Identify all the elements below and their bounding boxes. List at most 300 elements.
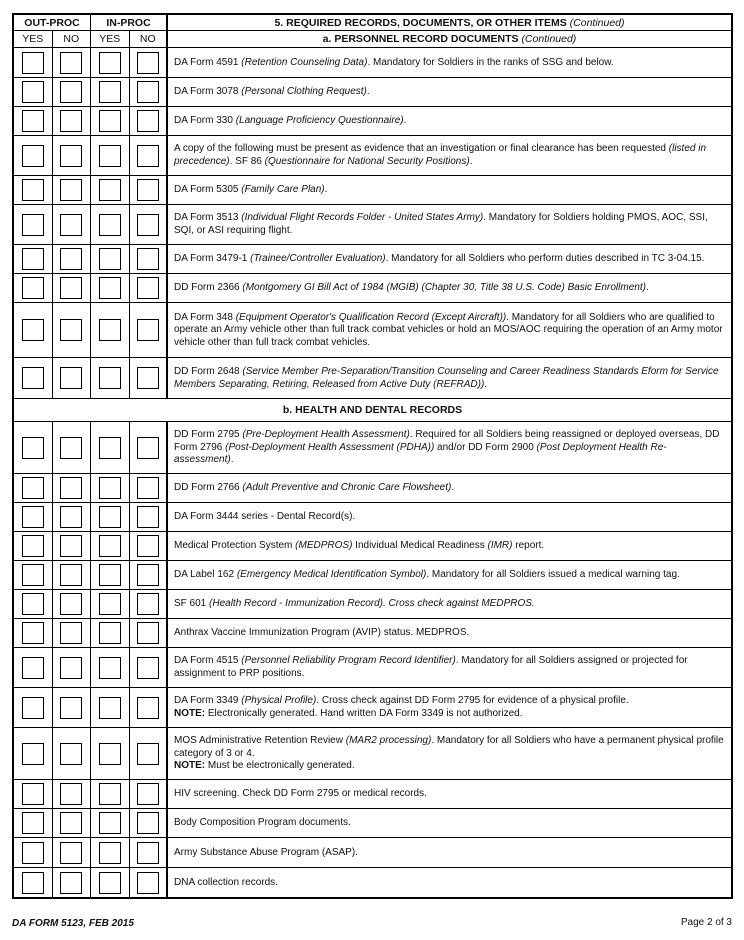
in-proc-yes-checkbox[interactable] <box>99 477 121 499</box>
in-proc-no-cell <box>130 176 169 204</box>
in-proc-no-cell <box>130 590 169 618</box>
in-proc-yes-checkbox[interactable] <box>99 697 121 719</box>
out-proc-no-cell <box>53 532 92 560</box>
out-proc-no-checkbox[interactable] <box>60 81 82 103</box>
description-segment: . <box>230 454 234 466</box>
personnel-record-row <box>14 205 731 245</box>
in-proc-yes-checkbox[interactable] <box>99 842 121 864</box>
description-line <box>174 312 725 350</box>
section-title-continued: (Continued) <box>569 16 625 29</box>
personnel-record-row <box>14 358 731 398</box>
in-proc-yes-checkbox[interactable] <box>99 248 121 270</box>
out-proc-no-header: NO <box>53 31 92 47</box>
out-proc-no-cell <box>53 619 92 647</box>
section-title <box>168 15 731 30</box>
in-proc-no-checkbox[interactable] <box>137 657 159 679</box>
description-segment: . <box>451 482 455 494</box>
description-line <box>174 86 725 99</box>
in-proc-no-checkbox[interactable] <box>137 110 159 132</box>
out-proc-yes-checkbox[interactable] <box>22 564 44 586</box>
subsection-a-text: a. PERSONNEL RECORD DOCUMENTS <box>322 33 519 45</box>
out-proc-no-checkbox[interactable] <box>60 277 82 299</box>
personnel-record-description <box>168 205 731 244</box>
out-proc-yes-checkbox[interactable] <box>22 248 44 270</box>
in-proc-yes-checkbox[interactable] <box>99 81 121 103</box>
out-proc-no-cell <box>53 838 92 867</box>
out-proc-yes-checkbox[interactable] <box>22 110 44 132</box>
out-proc-yes-cell <box>14 274 53 302</box>
description-segment: . Mandatory for Soldiers holding PMOS, AOC, SSI, SQI, or ASI requiring flight. <box>174 212 708 236</box>
description-line <box>174 184 725 197</box>
description-segment: MOS Administrative Retention Review <box>174 735 346 747</box>
description-segment: HIV screening. Check DD Form 2795 or medical records. <box>174 788 427 800</box>
in-proc-no-checkbox[interactable] <box>137 319 159 341</box>
in-proc-yes-cell <box>91 245 130 273</box>
description-line <box>174 540 725 553</box>
out-proc-no-checkbox[interactable] <box>60 622 82 644</box>
description-segment: (Trainee/Controller Evaluation) <box>250 253 386 265</box>
description-segment: (Service Member Pre-Separation/Transition Counseling and Career Readiness Standards Eform for Service Members Separating, Retiring, Released from Active Duty (REFRAD)) <box>174 365 719 390</box>
personnel-record-row <box>14 303 731 358</box>
out-proc-no-cell <box>53 205 92 244</box>
out-proc-no-cell <box>53 590 92 618</box>
in-proc-no-checkbox[interactable] <box>137 81 159 103</box>
in-proc-no-cell <box>130 48 169 77</box>
health-section-header <box>14 398 731 422</box>
description-line <box>174 877 725 890</box>
in-proc-yes-cell <box>91 474 130 502</box>
in-proc-yes-checkbox[interactable] <box>99 179 121 201</box>
in-proc-no-checkbox[interactable] <box>137 872 159 894</box>
description-line <box>174 627 725 640</box>
description-segment: . Mandatory for all Soldiers who perform duties described in TC 3-04.15. <box>385 253 705 265</box>
in-proc-header: IN-PROC <box>91 15 168 30</box>
out-proc-yes-cell <box>14 78 53 106</box>
out-proc-no-cell <box>53 245 92 273</box>
description-segment: NOTE: <box>174 708 206 719</box>
out-proc-no-checkbox[interactable] <box>60 248 82 270</box>
description-segment: . Mandatory for all Soldiers who have a permanent physical profile category of 3 or 4. <box>174 735 724 759</box>
description-segment: . <box>645 282 649 294</box>
description-segment: DA Form 3513 <box>174 212 242 224</box>
description-segment: (Family Care Plan) <box>241 184 325 196</box>
health-record-description <box>168 422 731 473</box>
description-segment: SF 601 <box>174 598 210 610</box>
in-proc-yes-checkbox[interactable] <box>99 367 121 389</box>
in-proc-no-checkbox[interactable] <box>137 743 159 765</box>
out-proc-yes-checkbox[interactable] <box>22 657 44 679</box>
description-segment: (Health Record - Immunization Record). Cross check against MEDPROS. <box>209 598 535 610</box>
personnel-record-row <box>14 274 731 303</box>
out-proc-yes-cell <box>14 136 53 175</box>
description-segment: Anthrax Vaccine Immunization Program (AVIP) status. MEDPROS. <box>174 627 470 639</box>
out-proc-no-cell <box>53 728 92 779</box>
out-proc-no-checkbox[interactable] <box>60 477 82 499</box>
out-proc-yes-checkbox[interactable] <box>22 506 44 528</box>
out-proc-yes-checkbox[interactable] <box>22 179 44 201</box>
description-line <box>174 788 725 801</box>
out-proc-yes-checkbox[interactable] <box>22 52 44 74</box>
description-line <box>174 760 725 773</box>
description-segment: DA Form 5305 <box>174 184 242 196</box>
in-proc-yes-cell <box>91 274 130 302</box>
in-proc-yes-checkbox[interactable] <box>99 319 121 341</box>
out-proc-yes-header: YES <box>14 31 53 47</box>
in-proc-no-checkbox[interactable] <box>137 52 159 74</box>
out-proc-yes-checkbox[interactable] <box>22 477 44 499</box>
health-record-description <box>168 532 731 560</box>
out-proc-no-cell <box>53 48 92 77</box>
description-segment: NOTE: <box>174 760 206 772</box>
description-line <box>174 115 725 128</box>
in-proc-no-checkbox[interactable] <box>137 535 159 557</box>
out-proc-no-cell <box>53 809 92 837</box>
description-line <box>174 569 725 582</box>
out-proc-yes-checkbox[interactable] <box>22 81 44 103</box>
description-segment: . Mandatory for Soldiers in the ranks of SSG and below. <box>367 56 614 68</box>
in-proc-no-cell <box>130 619 169 647</box>
in-proc-no-cell <box>130 532 169 560</box>
out-proc-no-cell <box>53 358 92 398</box>
out-proc-yes-checkbox[interactable] <box>22 622 44 644</box>
in-proc-no-checkbox[interactable] <box>137 145 159 167</box>
in-proc-no-checkbox[interactable] <box>137 214 159 236</box>
out-proc-yes-cell <box>14 245 53 273</box>
in-proc-no-cell <box>130 245 169 273</box>
in-proc-no-checkbox[interactable] <box>137 277 159 299</box>
in-proc-no-checkbox[interactable] <box>137 248 159 270</box>
out-proc-yes-cell <box>14 728 53 779</box>
in-proc-yes-cell <box>91 136 130 175</box>
description-segment: . <box>469 156 473 167</box>
out-proc-no-checkbox[interactable] <box>60 179 82 201</box>
in-proc-no-cell <box>130 78 169 106</box>
in-proc-yes-checkbox[interactable] <box>99 783 121 805</box>
in-proc-yes-cell <box>91 868 130 897</box>
in-proc-yes-checkbox[interactable] <box>99 535 121 557</box>
in-proc-yes-checkbox[interactable] <box>99 145 121 167</box>
health-record-description <box>168 780 731 808</box>
description-line <box>174 366 725 391</box>
personnel-record-description <box>168 48 731 77</box>
out-proc-no-checkbox[interactable] <box>60 437 82 459</box>
out-proc-no-checkbox[interactable] <box>60 110 82 132</box>
out-proc-no-cell <box>53 274 92 302</box>
out-proc-yes-checkbox[interactable] <box>22 437 44 459</box>
description-segment: . <box>403 115 407 127</box>
in-proc-no-cell <box>130 838 169 867</box>
description-segment: Body Composition Program documents. <box>174 817 351 829</box>
out-proc-no-checkbox[interactable] <box>60 743 82 765</box>
personnel-record-row <box>14 245 731 274</box>
description-line <box>174 57 725 70</box>
in-proc-yes-checkbox[interactable] <box>99 812 121 834</box>
description-segment: Army Substance Abuse Program (ASAP). <box>174 846 358 858</box>
out-proc-no-cell <box>53 780 92 808</box>
in-proc-no-cell <box>130 561 169 589</box>
description-segment: (IMR) <box>487 540 513 552</box>
personnel-records-list <box>14 48 731 398</box>
subsection-a-title <box>168 31 731 47</box>
description-segment: DD Form 2795 <box>174 429 243 441</box>
in-proc-no-cell <box>130 422 169 473</box>
description-segment: (Retention Counseling Data) <box>241 56 368 68</box>
description-line <box>174 598 725 611</box>
out-proc-yes-checkbox[interactable] <box>22 277 44 299</box>
description-segment: DA Form 3078 <box>174 86 242 98</box>
health-records-list <box>14 422 731 897</box>
in-proc-yes-cell <box>91 648 130 687</box>
out-proc-no-checkbox[interactable] <box>60 214 82 236</box>
in-proc-no-checkbox[interactable] <box>137 477 159 499</box>
out-proc-no-checkbox[interactable] <box>60 319 82 341</box>
description-segment: DA Form 3444 series - Dental Record(s). <box>174 511 356 523</box>
out-proc-yes-checkbox[interactable] <box>22 783 44 805</box>
out-proc-no-checkbox[interactable] <box>60 535 82 557</box>
in-proc-no-checkbox[interactable] <box>137 564 159 586</box>
in-proc-no-cell <box>130 688 169 727</box>
in-proc-yes-checkbox[interactable] <box>99 593 121 615</box>
health-record-row <box>14 422 731 474</box>
description-segment: (listed in precedence) <box>174 143 707 167</box>
out-proc-no-checkbox[interactable] <box>60 52 82 74</box>
out-proc-no-checkbox[interactable] <box>60 697 82 719</box>
out-proc-no-checkbox[interactable] <box>60 145 82 167</box>
out-proc-yes-checkbox[interactable] <box>22 214 44 236</box>
out-proc-no-checkbox[interactable] <box>60 657 82 679</box>
health-record-row <box>14 809 731 838</box>
health-record-description <box>168 809 731 837</box>
in-proc-yes-cell <box>91 809 130 837</box>
description-segment: Must be electronically generated. <box>205 760 355 772</box>
in-proc-yes-cell <box>91 590 130 618</box>
out-proc-yes-cell <box>14 648 53 687</box>
health-record-description <box>168 474 731 502</box>
out-proc-no-cell <box>53 107 92 135</box>
health-record-row <box>14 780 731 809</box>
health-record-row <box>14 474 731 503</box>
in-proc-yes-cell <box>91 619 130 647</box>
out-proc-no-checkbox[interactable] <box>60 506 82 528</box>
in-proc-yes-checkbox[interactable] <box>99 872 121 894</box>
out-proc-no-cell <box>53 136 92 175</box>
out-proc-yes-cell <box>14 205 53 244</box>
description-segment: . <box>366 86 370 98</box>
description-line <box>174 429 725 467</box>
out-proc-yes-cell <box>14 176 53 204</box>
health-record-row <box>14 561 731 590</box>
description-segment: DA Label 162 <box>174 569 237 581</box>
description-line <box>174 143 725 168</box>
in-proc-yes-cell <box>91 78 130 106</box>
personnel-record-description <box>168 176 731 204</box>
in-proc-no-checkbox[interactable] <box>137 179 159 201</box>
out-proc-no-cell <box>53 648 92 687</box>
in-proc-no-checkbox[interactable] <box>137 622 159 644</box>
description-segment: (Montgomery GI Bill Act of 1984 (MGIB) (Chapter 30, Title 38 U.S. Code) Basic Enrollment) <box>242 282 646 294</box>
out-proc-yes-checkbox[interactable] <box>22 593 44 615</box>
description-segment: (Adult Preventive and Chronic Care Flowsheet) <box>242 482 452 494</box>
in-proc-no-cell <box>130 503 169 531</box>
description-segment: DA Form 330 <box>174 115 236 127</box>
out-proc-no-checkbox[interactable] <box>60 842 82 864</box>
description-segment: (Physical Profile) <box>241 695 317 707</box>
out-proc-yes-cell <box>14 590 53 618</box>
out-proc-yes-cell <box>14 561 53 589</box>
description-segment: . <box>324 184 328 196</box>
in-proc-yes-checkbox[interactable] <box>99 622 121 644</box>
in-proc-no-cell <box>130 107 169 135</box>
in-proc-yes-cell <box>91 688 130 727</box>
health-record-description <box>168 648 731 687</box>
description-segment: (Language Proficiency Questionnaire) <box>235 115 404 127</box>
description-segment: DA Form 3479-1 <box>174 253 251 265</box>
in-proc-no-cell <box>130 136 169 175</box>
in-proc-no-checkbox[interactable] <box>137 506 159 528</box>
in-proc-no-checkbox[interactable] <box>137 783 159 805</box>
description-segment: DA Form 348 <box>174 311 236 323</box>
out-proc-no-cell <box>53 561 92 589</box>
out-proc-no-checkbox[interactable] <box>60 593 82 615</box>
out-proc-no-checkbox[interactable] <box>60 783 82 805</box>
description-segment: DD Form 2366 <box>174 282 243 294</box>
out-proc-yes-checkbox[interactable] <box>22 743 44 765</box>
out-proc-yes-checkbox[interactable] <box>22 697 44 719</box>
out-proc-no-cell <box>53 868 92 897</box>
description-segment: . Cross check against DD Form 2795 for evidence of a physical profile. <box>316 695 629 707</box>
out-proc-yes-cell <box>14 48 53 77</box>
in-proc-yes-checkbox[interactable] <box>99 506 121 528</box>
out-proc-yes-checkbox[interactable] <box>22 812 44 834</box>
description-segment: (Questionnaire for National Security Positions) <box>264 156 470 167</box>
in-proc-yes-cell <box>91 561 130 589</box>
in-proc-yes-checkbox[interactable] <box>99 657 121 679</box>
in-proc-no-cell <box>130 780 169 808</box>
description-segment: DA Form 4515 <box>174 655 242 667</box>
description-segment: (Post Deployment Health Re-assessment) <box>174 441 667 466</box>
description-segment: DD Form 2766 <box>174 482 243 494</box>
personnel-record-row <box>14 176 731 205</box>
out-proc-yes-checkbox[interactable] <box>22 319 44 341</box>
description-line <box>174 655 725 680</box>
out-proc-no-checkbox[interactable] <box>60 812 82 834</box>
in-proc-yes-checkbox[interactable] <box>99 437 121 459</box>
health-record-row <box>14 688 731 728</box>
out-proc-yes-cell <box>14 358 53 398</box>
personnel-record-description <box>168 136 731 175</box>
in-proc-no-cell <box>130 303 169 357</box>
out-proc-yes-cell <box>14 474 53 502</box>
description-line <box>174 817 725 830</box>
out-proc-no-cell <box>53 78 92 106</box>
description-line <box>174 253 725 266</box>
personnel-record-description <box>168 78 731 106</box>
description-line <box>174 708 725 721</box>
section-title-text: 5. REQUIRED RECORDS, DOCUMENTS, OR OTHER ITEMS <box>274 16 567 29</box>
description-segment: DA Form 3349 <box>174 695 242 707</box>
health-record-row <box>14 503 731 532</box>
in-proc-yes-cell <box>91 303 130 357</box>
in-proc-yes-cell <box>91 503 130 531</box>
out-proc-no-checkbox[interactable] <box>60 872 82 894</box>
in-proc-no-cell <box>130 809 169 837</box>
in-proc-yes-cell <box>91 107 130 135</box>
subsection-a-continued: (Continued) <box>521 33 577 45</box>
description-segment: (Post-Deployment Health Assessment (PDHA)) <box>225 441 435 453</box>
description-segment: Individual Medical Readiness <box>352 540 488 552</box>
in-proc-no-checkbox[interactable] <box>137 437 159 459</box>
in-proc-yes-cell <box>91 422 130 473</box>
out-proc-no-cell <box>53 474 92 502</box>
out-proc-yes-checkbox[interactable] <box>22 145 44 167</box>
health-record-description <box>168 619 731 647</box>
description-segment: (Pre-Deployment Health Assessment) <box>242 429 410 441</box>
health-record-row <box>14 590 731 619</box>
personnel-record-description <box>168 303 731 357</box>
health-record-row <box>14 619 731 648</box>
out-proc-no-cell <box>53 503 92 531</box>
in-proc-yes-cell <box>91 205 130 244</box>
description-segment: (Equipment Operator's Qualification Record (Except Aircraft)) <box>235 311 507 323</box>
health-record-row <box>14 648 731 688</box>
out-proc-yes-checkbox[interactable] <box>22 872 44 894</box>
in-proc-no-cell <box>130 274 169 302</box>
in-proc-no-cell <box>130 728 169 779</box>
in-proc-yes-checkbox[interactable] <box>99 277 121 299</box>
out-proc-yes-checkbox[interactable] <box>22 535 44 557</box>
out-proc-no-checkbox[interactable] <box>60 367 82 389</box>
description-segment: DNA collection records. <box>174 876 278 888</box>
description-segment: (Emergency Medical Identification Symbol) <box>236 569 427 581</box>
out-proc-header: OUT-PROC <box>14 15 91 30</box>
in-proc-no-checkbox[interactable] <box>137 842 159 864</box>
records-checklist-form <box>12 13 733 899</box>
out-proc-yes-checkbox[interactable] <box>22 842 44 864</box>
description-segment: DA Form 4591 <box>174 56 242 68</box>
in-proc-yes-checkbox[interactable] <box>99 214 121 236</box>
description-segment: A copy of the following must be present as evidence that an investigation or final clearance has been requested <box>174 143 669 155</box>
health-record-description <box>168 503 731 531</box>
in-proc-no-checkbox[interactable] <box>137 812 159 834</box>
in-proc-no-cell <box>130 358 169 398</box>
personnel-record-description <box>168 358 731 398</box>
in-proc-yes-checkbox[interactable] <box>99 743 121 765</box>
out-proc-yes-cell <box>14 838 53 867</box>
out-proc-no-checkbox[interactable] <box>60 564 82 586</box>
in-proc-no-cell <box>130 205 169 244</box>
in-proc-no-checkbox[interactable] <box>137 593 159 615</box>
in-proc-yes-checkbox[interactable] <box>99 564 121 586</box>
description-segment: . Required for all Soldiers being reassigned or deployed overseas, DD Form 2796 <box>174 429 720 453</box>
in-proc-yes-checkbox[interactable] <box>99 110 121 132</box>
out-proc-no-cell <box>53 688 92 727</box>
out-proc-yes-cell <box>14 619 53 647</box>
in-proc-no-checkbox[interactable] <box>137 367 159 389</box>
description-segment: (Personal Clothing Request) <box>241 86 367 98</box>
in-proc-no-header: NO <box>130 31 169 47</box>
in-proc-no-checkbox[interactable] <box>137 697 159 719</box>
description-segment: DD Form 2648 <box>174 365 243 377</box>
subsection-b-title: b. HEALTH AND DENTAL RECORDS <box>282 404 463 416</box>
description-segment: . Mandatory for all Soldiers issued a medical warning tag. <box>426 569 680 581</box>
description-segment: (MAR2 processing) <box>345 735 432 747</box>
in-proc-yes-checkbox[interactable] <box>99 52 121 74</box>
description-line <box>174 212 725 237</box>
health-record-description <box>168 688 731 727</box>
out-proc-yes-checkbox[interactable] <box>22 367 44 389</box>
description-segment: . Mandatory for all Soldiers assigned or projected for assignment to PRP positions. <box>174 655 688 679</box>
health-record-row <box>14 838 731 868</box>
